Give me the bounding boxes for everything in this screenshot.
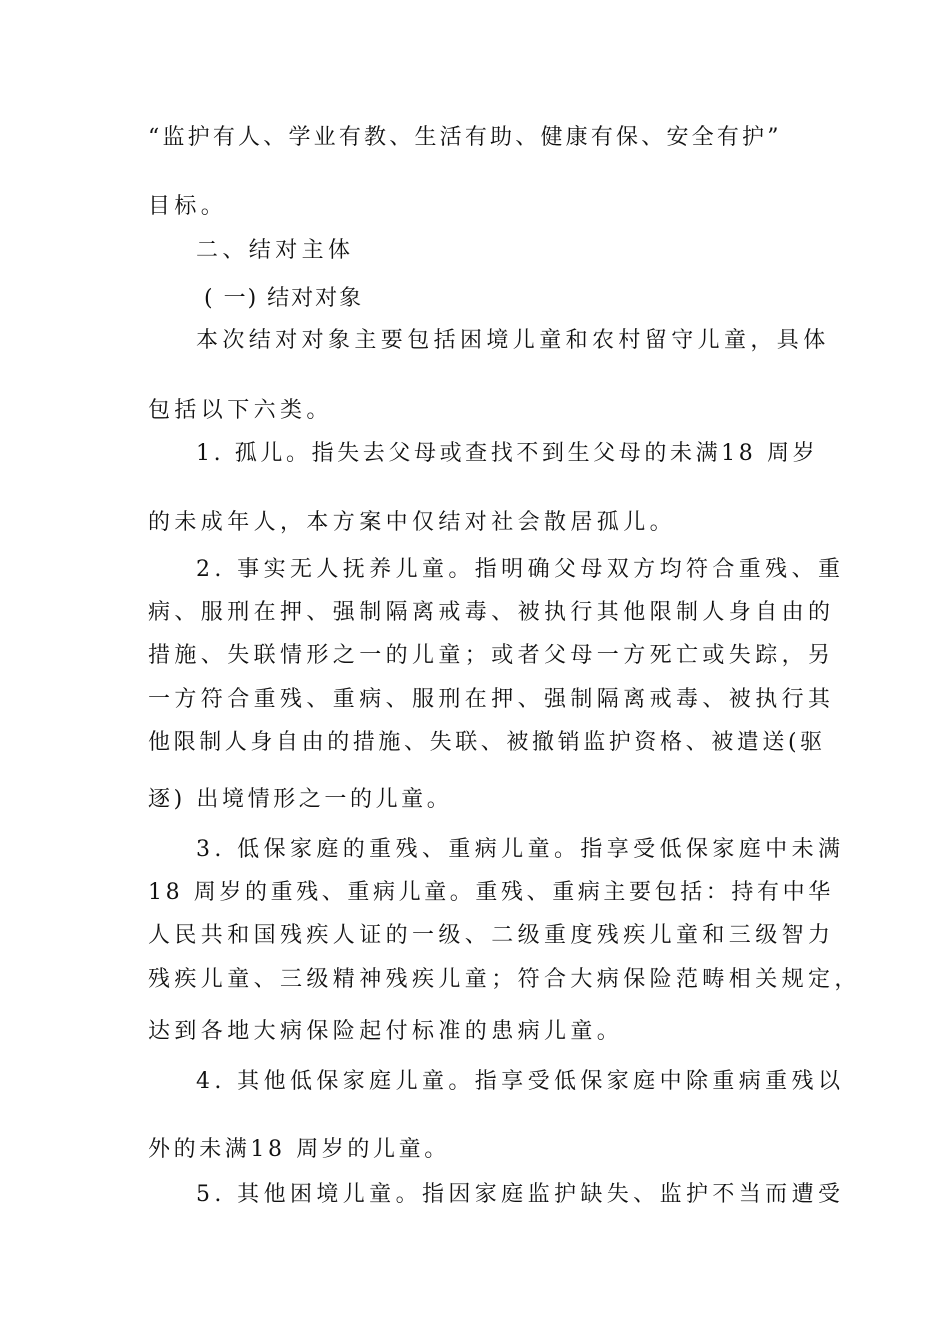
text-line: 逐) 出境情形之一的儿童。 bbox=[148, 787, 453, 812]
text-line: 他限制人身自由的措施、失联、被撤销监护资格、被遣送(驱 bbox=[148, 730, 826, 755]
text-line: 人民共和国残疾人证的一级、二级重度残疾儿童和三级智力 bbox=[148, 923, 835, 948]
text-line: 残疾儿童、三级精神残疾儿童；符合大病保险范畴相关规定， bbox=[148, 967, 861, 992]
text-line: 18 周岁的重残、重病儿童。重残、重病主要包括：持有中华 bbox=[148, 880, 834, 905]
text-line: 的未成年人，本方案中仅结对社会散居孤儿。 bbox=[148, 510, 677, 535]
list-item-1: 1. 孤儿。指失去父母或查找不到生父母的未满18 周岁 bbox=[196, 441, 819, 466]
text-line: 病、服刑在押、强制隔离戒毒、被执行其他限制人身自由的 bbox=[148, 600, 835, 625]
text-line: 包括以下六类。 bbox=[148, 398, 333, 423]
text-line: 本次结对对象主要包括困境儿童和农村留守儿童，具体 bbox=[196, 328, 830, 353]
text-line: 措施、失联情形之一的儿童；或者父母一方死亡或失踪，另 bbox=[148, 643, 835, 668]
text-line-goals-end: 目标。 bbox=[148, 194, 228, 219]
list-item-4: 4. 其他低保家庭儿童。指享受低保家庭中除重病重残以 bbox=[196, 1069, 845, 1094]
text-line: 达到各地大病保险起付标准的患病儿童。 bbox=[148, 1019, 624, 1044]
list-item-3: 3. 低保家庭的重残、重病儿童。指享受低保家庭中未满 bbox=[196, 837, 845, 862]
subsection-heading: ( 一) 结对对象 bbox=[204, 286, 364, 311]
text-line: 外的未满18 周岁的儿童。 bbox=[148, 1137, 450, 1162]
text-line: 一方符合重残、重病、服刑在押、强制隔离戒毒、被执行其 bbox=[148, 687, 835, 712]
list-item-2: 2. 事实无人抚养儿童。指明确父母双方均符合重残、重 bbox=[196, 557, 845, 582]
list-item-5: 5. 其他困境儿童。指因家庭监护缺失、监护不当而遭受 bbox=[196, 1182, 845, 1207]
section-heading: 二、结对主体 bbox=[196, 238, 355, 263]
text-line-goals: “监护有人、学业有教、生活有助、健康有保、安全有护” bbox=[148, 125, 782, 150]
